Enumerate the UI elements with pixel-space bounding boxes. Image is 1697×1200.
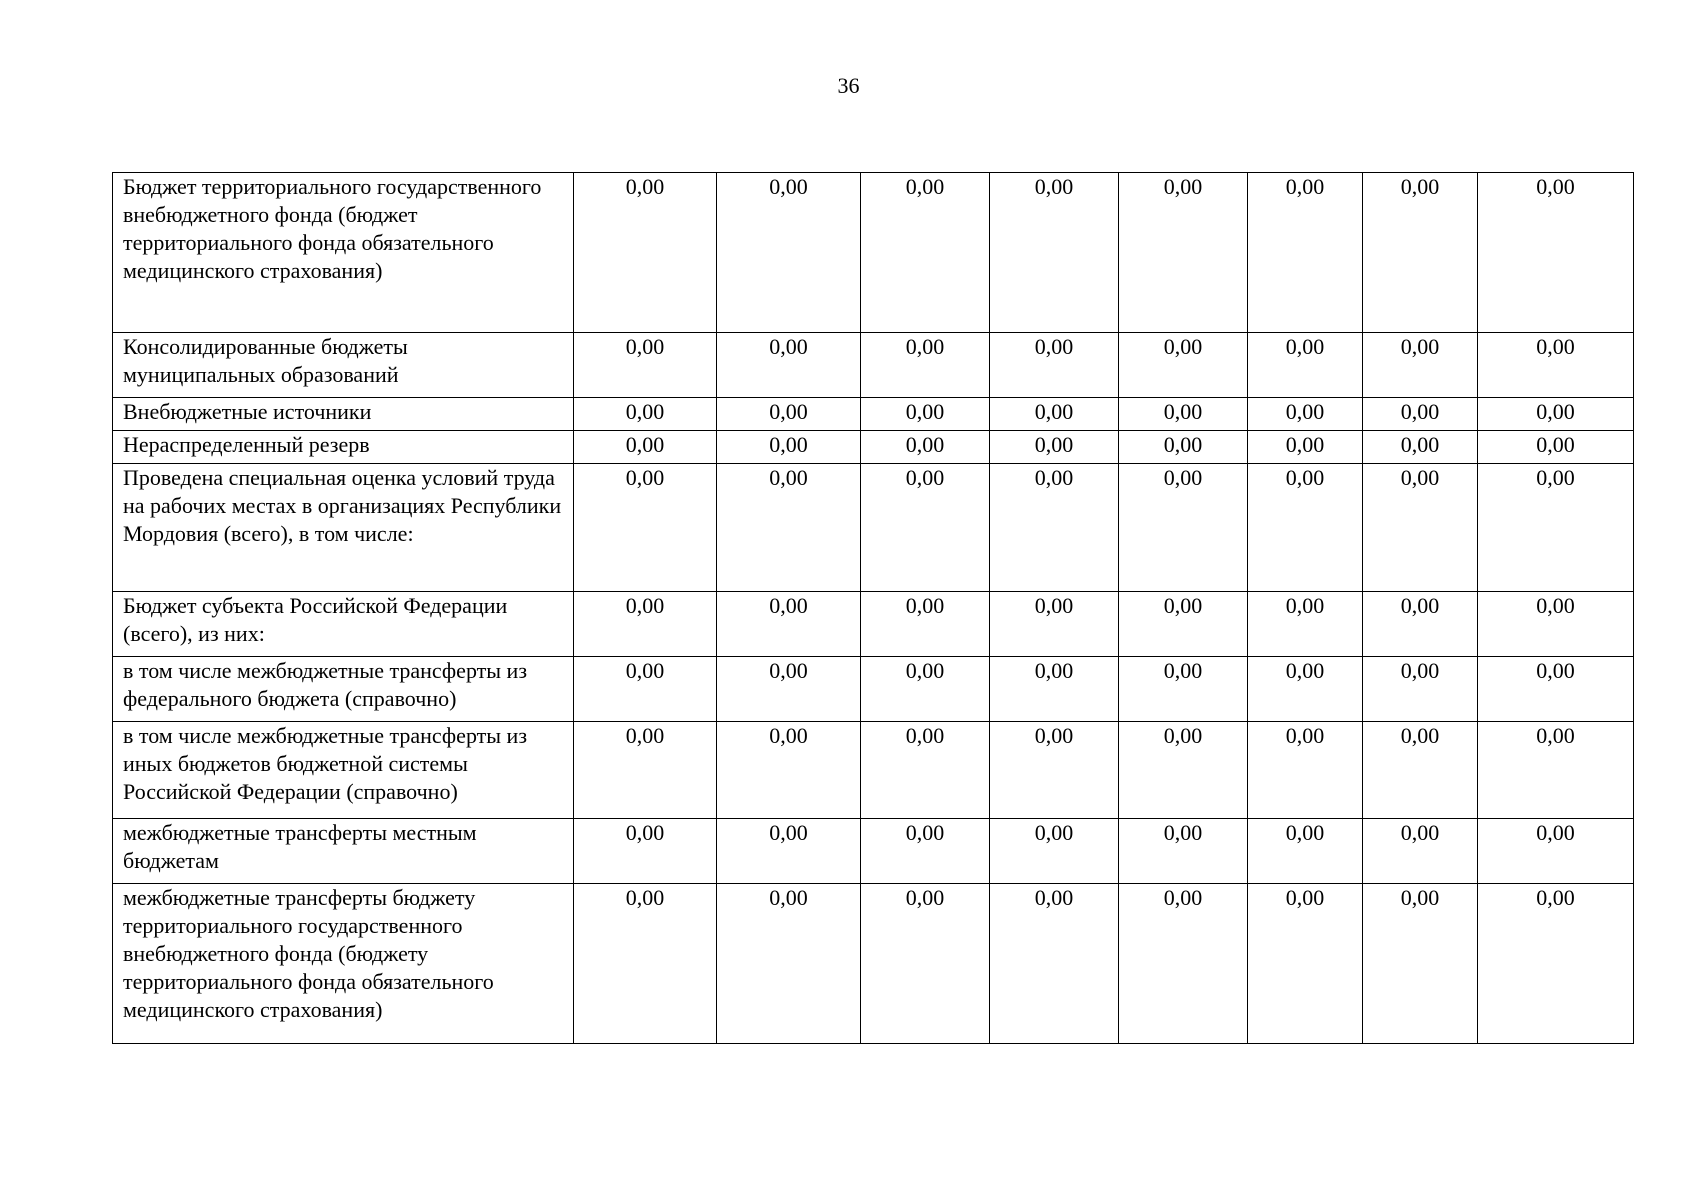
value-cell	[1478, 592, 1634, 657]
row-label: межбюджетные трансферты местным бюджетам	[113, 819, 574, 884]
value-cell	[1363, 431, 1478, 464]
value-text: 0,00	[625, 432, 665, 457]
value-cell	[717, 657, 861, 722]
value-cell	[717, 884, 861, 1044]
value-text: 0,00	[905, 593, 945, 618]
value-text: 0,00	[1034, 432, 1074, 457]
value-text: 0,00	[905, 174, 945, 199]
value-cell	[861, 464, 990, 592]
value-text: 0,00	[1400, 885, 1440, 910]
row-label: Бюджет территориального государственного внебюджетного фонда (бюджет территориального фонда обязательного медицинского страхования)	[113, 173, 574, 333]
value-cell	[1478, 884, 1634, 1044]
value-text: 0,00	[905, 658, 945, 683]
value-text: 0,00	[769, 723, 808, 748]
table-row	[113, 592, 1634, 657]
value-text: 0,00	[1285, 334, 1325, 359]
value-text: 0,00	[1163, 432, 1203, 457]
value-text: 0,00	[1285, 399, 1325, 424]
value-text: 0,00	[625, 820, 665, 845]
table-row	[113, 722, 1634, 819]
table-row	[113, 431, 1634, 464]
value-cell	[861, 398, 990, 431]
value-cell	[1248, 819, 1363, 884]
value-text: 0,00	[769, 174, 808, 199]
value-cell	[574, 819, 717, 884]
value-text: 0,00	[769, 820, 808, 845]
value-cell	[717, 431, 861, 464]
value-text: 0,00	[1285, 174, 1325, 199]
table-row	[113, 333, 1634, 398]
value-cell	[1248, 592, 1363, 657]
value-cell	[1119, 819, 1248, 884]
value-cell	[1248, 431, 1363, 464]
value-text: 0,00	[1400, 399, 1440, 424]
value-cell	[1363, 592, 1478, 657]
value-text: 0,00	[1400, 334, 1440, 359]
value-text: 0,00	[1400, 820, 1440, 845]
value-text: 0,00	[625, 174, 665, 199]
value-cell	[1478, 333, 1634, 398]
value-text: 0,00	[1163, 174, 1203, 199]
value-text: 0,00	[1163, 399, 1203, 424]
value-text: 0,00	[905, 885, 945, 910]
value-cell	[574, 592, 717, 657]
row-label: Бюджет субъекта Российской Федерации (всего), из них:	[113, 592, 574, 657]
value-cell	[1248, 657, 1363, 722]
value-cell	[574, 398, 717, 431]
value-text: 0,00	[1536, 658, 1575, 683]
value-text: 0,00	[905, 820, 945, 845]
value-cell	[990, 464, 1119, 592]
value-cell	[990, 592, 1119, 657]
value-text: 0,00	[1163, 593, 1203, 618]
value-text: 0,00	[1163, 658, 1203, 683]
value-cell	[1119, 657, 1248, 722]
value-text: 0,00	[1400, 174, 1440, 199]
value-text: 0,00	[1285, 658, 1325, 683]
value-cell	[861, 173, 990, 333]
value-text: 0,00	[625, 399, 665, 424]
value-cell	[717, 592, 861, 657]
value-cell	[574, 722, 717, 819]
value-text: 0,00	[1163, 465, 1203, 490]
budget-table	[112, 172, 1634, 1044]
value-cell	[990, 431, 1119, 464]
value-text: 0,00	[1285, 465, 1325, 490]
value-cell	[1119, 431, 1248, 464]
table-row	[113, 464, 1634, 592]
row-label: Консолидированные бюджеты муниципальных образований	[113, 333, 574, 398]
value-cell	[1363, 819, 1478, 884]
value-text: 0,00	[1536, 432, 1575, 457]
value-cell	[1119, 884, 1248, 1044]
value-text: 0,00	[1536, 723, 1575, 748]
value-cell	[1363, 464, 1478, 592]
value-cell	[717, 398, 861, 431]
value-text: 0,00	[769, 593, 808, 618]
value-text: 0,00	[1034, 658, 1074, 683]
value-cell	[990, 657, 1119, 722]
value-text: 0,00	[769, 465, 808, 490]
value-cell	[1248, 333, 1363, 398]
value-text: 0,00	[625, 723, 665, 748]
row-label: в том числе межбюджетные трансферты из федерального бюджета (справочно)	[113, 657, 574, 722]
value-cell	[861, 884, 990, 1044]
value-text: 0,00	[1034, 820, 1074, 845]
value-cell	[990, 819, 1119, 884]
row-label: межбюджетные трансферты бюджету территориального государственного внебюджетного фонда (бюджету территориального фонда обязательного медицинского страхования)	[113, 884, 574, 1044]
value-cell	[1363, 398, 1478, 431]
value-text: 0,00	[625, 334, 665, 359]
table-row	[113, 884, 1634, 1044]
value-text: 0,00	[1034, 399, 1074, 424]
value-text: 0,00	[1536, 334, 1575, 359]
value-cell	[990, 333, 1119, 398]
value-text: 0,00	[1400, 432, 1440, 457]
value-cell	[1119, 173, 1248, 333]
table-row	[113, 819, 1634, 884]
table-row	[113, 398, 1634, 431]
value-cell	[1478, 173, 1634, 333]
value-text: 0,00	[769, 658, 808, 683]
value-cell	[861, 592, 990, 657]
table-row	[113, 173, 1634, 333]
value-cell	[861, 722, 990, 819]
row-label: Нераспределенный резерв	[113, 431, 574, 464]
budget-table-body	[113, 173, 1634, 1044]
value-text: 0,00	[1536, 820, 1575, 845]
value-cell	[574, 884, 717, 1044]
value-cell	[1363, 657, 1478, 722]
value-text: 0,00	[1163, 885, 1203, 910]
value-text: 0,00	[905, 399, 945, 424]
value-cell	[574, 173, 717, 333]
value-cell	[861, 333, 990, 398]
value-text: 0,00	[1536, 399, 1575, 424]
value-text: 0,00	[1034, 723, 1074, 748]
value-cell	[1363, 333, 1478, 398]
value-cell	[1248, 884, 1363, 1044]
value-cell	[574, 464, 717, 592]
value-cell	[574, 333, 717, 398]
value-cell	[717, 333, 861, 398]
value-cell	[717, 819, 861, 884]
value-text: 0,00	[1163, 820, 1203, 845]
value-cell	[1478, 722, 1634, 819]
value-text: 0,00	[905, 432, 945, 457]
value-text: 0,00	[1536, 174, 1575, 199]
value-cell	[1248, 722, 1363, 819]
value-text: 0,00	[1285, 723, 1325, 748]
value-text: 0,00	[625, 658, 665, 683]
value-text: 0,00	[905, 465, 945, 490]
value-text: 0,00	[1034, 465, 1074, 490]
value-cell	[1119, 333, 1248, 398]
value-cell	[574, 657, 717, 722]
value-text: 0,00	[1536, 465, 1575, 490]
value-cell	[1248, 464, 1363, 592]
value-text: 0,00	[905, 723, 945, 748]
table-row	[113, 657, 1634, 722]
value-text: 0,00	[1285, 593, 1325, 618]
value-text: 0,00	[625, 885, 665, 910]
value-text: 0,00	[905, 334, 945, 359]
value-text: 0,00	[1034, 334, 1074, 359]
value-text: 0,00	[1034, 885, 1074, 910]
value-text: 0,00	[769, 334, 808, 359]
value-cell	[1363, 884, 1478, 1044]
value-cell	[990, 722, 1119, 819]
value-text: 0,00	[625, 465, 665, 490]
value-cell	[1478, 819, 1634, 884]
value-cell	[1119, 722, 1248, 819]
value-cell	[717, 173, 861, 333]
page-number: 36	[837, 73, 860, 98]
value-cell	[990, 884, 1119, 1044]
row-label: Внебюджетные источники	[113, 398, 574, 431]
value-cell	[861, 657, 990, 722]
value-cell	[1119, 464, 1248, 592]
value-text: 0,00	[1536, 885, 1575, 910]
value-text: 0,00	[1536, 593, 1575, 618]
value-cell	[861, 431, 990, 464]
value-text: 0,00	[1163, 723, 1203, 748]
value-cell	[861, 819, 990, 884]
value-text: 0,00	[1285, 885, 1325, 910]
row-label: Проведена специальная оценка условий труда на рабочих местах в организациях Республики Мордовия (всего), в том числе:	[113, 464, 574, 592]
value-cell	[990, 173, 1119, 333]
value-cell	[1363, 722, 1478, 819]
value-cell	[1119, 592, 1248, 657]
value-text: 0,00	[1400, 723, 1440, 748]
value-cell	[1478, 657, 1634, 722]
value-text: 0,00	[1285, 820, 1325, 845]
value-text: 0,00	[1400, 658, 1440, 683]
value-text: 0,00	[1285, 432, 1325, 457]
value-text: 0,00	[1400, 593, 1440, 618]
value-text: 0,00	[769, 885, 808, 910]
value-text: 0,00	[769, 399, 808, 424]
value-cell	[1119, 398, 1248, 431]
value-cell	[990, 398, 1119, 431]
value-text: 0,00	[1400, 465, 1440, 490]
value-cell	[1478, 464, 1634, 592]
value-cell	[1478, 431, 1634, 464]
value-cell	[1248, 173, 1363, 333]
value-cell	[1363, 173, 1478, 333]
value-text: 0,00	[1034, 593, 1074, 618]
value-cell	[574, 431, 717, 464]
value-cell	[1478, 398, 1634, 431]
row-label: в том числе межбюджетные трансферты из иных бюджетов бюджетной системы Российской Федерации (справочно)	[113, 722, 574, 819]
value-text: 0,00	[1163, 334, 1203, 359]
value-cell	[717, 722, 861, 819]
value-text: 0,00	[769, 432, 808, 457]
value-text: 0,00	[625, 593, 665, 618]
value-cell	[1248, 398, 1363, 431]
value-text: 0,00	[1034, 174, 1074, 199]
value-cell	[717, 464, 861, 592]
